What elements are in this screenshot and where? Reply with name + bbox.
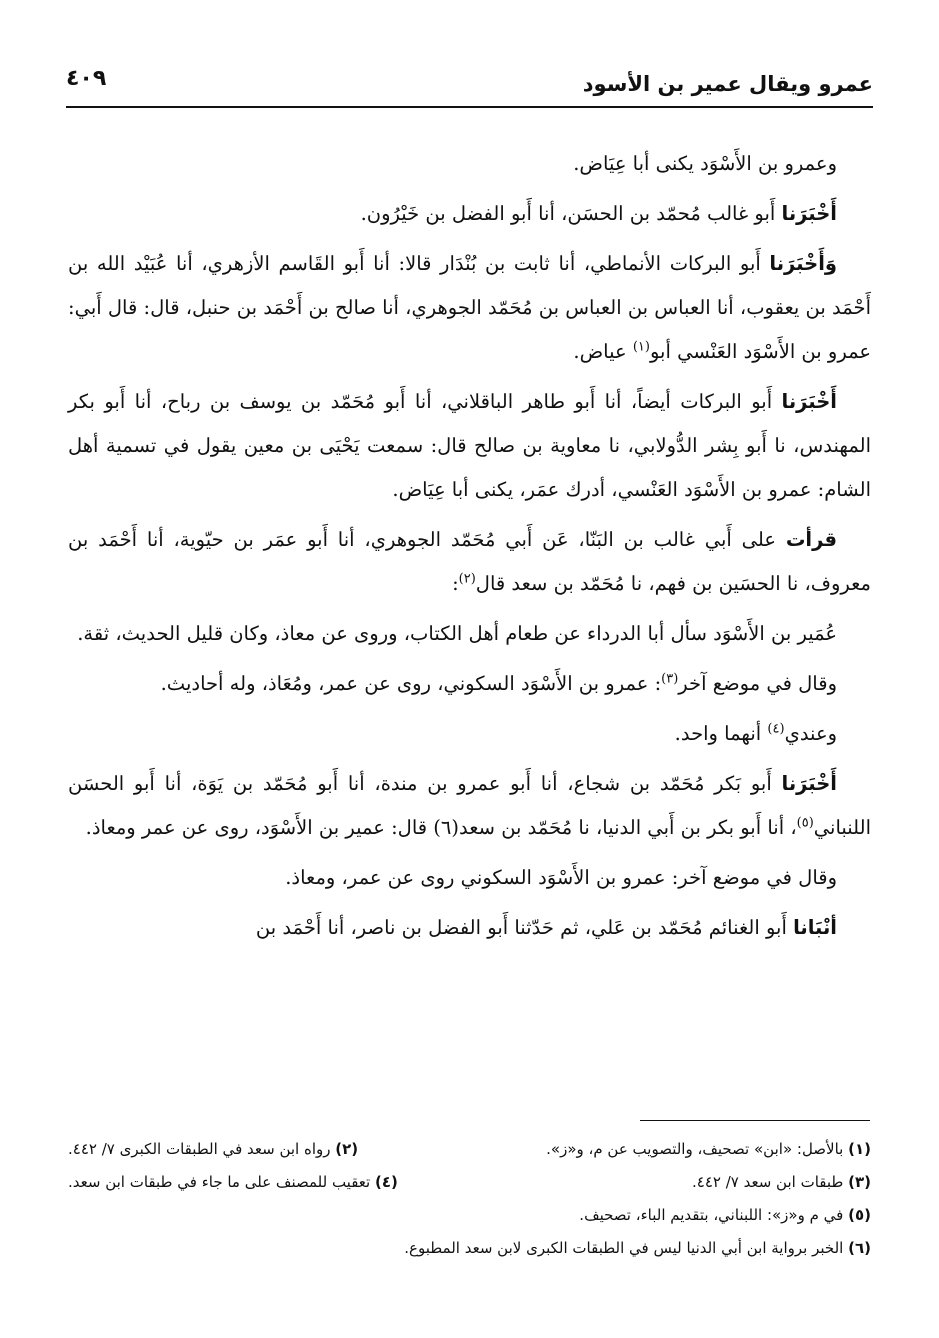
paragraph-text: وقال في موضع آخر — [678, 672, 837, 695]
footnote-row — [68, 1202, 871, 1228]
header-divider — [66, 106, 873, 108]
footnotes — [68, 1136, 871, 1268]
footnote-number: (٣) — [848, 1173, 871, 1191]
running-header — [66, 62, 873, 102]
footnote-text: في م و«ز»: اللبناني، بتقديم الباء، تصحيف. — [579, 1206, 844, 1224]
paragraph — [68, 380, 871, 512]
paragraph-tail: ، أنا أَبو بكر بن أَبي الدنيا، نا مُحَمّد بن سعد(٦) قال: عمير بن الأَسْوَد، روى عن عمر ومعاذ. — [85, 816, 797, 839]
paragraph-text: عُمَير بن الأَسْوَد سأل أبا الدرداء عن طعام أهل الكتاب، وروى عن معاذ، وكان قليل الحديث، ثقة. — [77, 622, 837, 645]
footnote — [404, 1235, 871, 1261]
footnote-divider — [640, 1120, 870, 1121]
footnote-number: (٢) — [335, 1140, 359, 1158]
paragraph — [68, 192, 871, 236]
footnote — [692, 1169, 871, 1195]
footnote-marker: (٢) — [458, 571, 476, 587]
footnote-marker: (٤) — [767, 721, 785, 737]
paragraph-lead: أَخْبَرَنا — [781, 202, 837, 225]
paragraph-text: أَبو غالب مُحمّد بن الحسَن، أنا أَبو الفضل بن خَيْرُون. — [360, 202, 782, 225]
paragraph — [68, 856, 871, 900]
footnote-text: الخبر برواية ابن أبي الدنيا ليس في الطبقات الكبرى لابن سعد المطبوع. — [404, 1239, 844, 1257]
footnote-marker: (١) — [632, 339, 650, 355]
footnote — [579, 1202, 871, 1228]
footnote-text: رواه ابن سعد في الطبقات الكبرى ٧/ ٤٤٢. — [68, 1140, 331, 1158]
footnote-text: تعقيب للمصنف على ما جاء في طبقات ابن سعد. — [68, 1173, 371, 1191]
paragraph-text: وقال في موضع آخر: عمرو بن الأَسْوَد السكوني روى عن عمر، ومعاذ. — [285, 866, 837, 889]
footnote-number: (٥) — [848, 1206, 871, 1224]
footnote-row — [68, 1235, 871, 1261]
paragraph — [68, 612, 871, 656]
paragraph-tail: أنهما واحد. — [674, 722, 768, 745]
main-text — [68, 142, 871, 956]
footnote-number: (١) — [848, 1140, 871, 1158]
footnote-row — [68, 1169, 871, 1195]
paragraph-tail: عياض. — [573, 340, 633, 363]
paragraph-text: أَبو البركات أيضاً، أنا أَبو طاهر الباقلاني، أنا أَبو مُحَمّد بن يوسف بن رباح، أنا أَبو بكر المهندس، نا أَبو بِشر الدُّولابي، نا معاوية بن صالح قال: سمعت يَحْيَى بن معين يقول في تسمية أهل الشام: عمرو بن الأَسْوَد العَنْسي، أدرك عمَر، يكنى أبا عِيَاض. — [68, 390, 871, 501]
paragraph-lead: قرأت — [785, 528, 837, 551]
paragraph — [68, 762, 871, 850]
paragraph-text: أَبو البركات الأنماطي، أنا ثابت بن بُنْدَار قالا: أنا أَبو القَاسم الأزهري، أنا عُبَيْد الله بن أَحْمَد بن يعقوب، أنا العباس بن العباس بن مُحَمّد الجوهري، أنا صالح بن أَحْمَد بن حنبل، قال: قال أَبي: عمرو بن الأَسْوَد العَنْسي أبو — [68, 252, 871, 363]
footnote-number: (٦) — [848, 1239, 871, 1257]
paragraph — [68, 906, 871, 950]
footnote-marker: (٣) — [661, 671, 679, 687]
paragraph — [68, 712, 871, 756]
paragraph-lead: أَخْبَرَنا — [781, 772, 837, 795]
paragraph — [68, 242, 871, 374]
footnote — [68, 1136, 358, 1162]
paragraph — [68, 142, 871, 186]
page-number: ٤٠٩ — [66, 66, 107, 91]
paragraph-text: أَبو الغنائم مُحَمّد بن عَلي، ثم حَدّثنا أَبو الفضل بن ناصر، أنا أَحْمَد بن — [255, 916, 794, 939]
footnote — [546, 1136, 871, 1162]
paragraph-text: وعمرو بن الأَسْوَد يكنى أبا عِيَاض. — [573, 152, 837, 175]
footnote-marker: (٥) — [796, 815, 814, 831]
paragraph-text: أَبو بَكر مُحَمّد بن شجاع، أنا أَبو عمرو بن مندة، أنا أَبو مُحَمّد بن يَوَة، أنا أَبو الحسَن اللنباني — [68, 772, 871, 839]
footnote-text: بالأصل: «ابن» تصحيف، والتصويب عن م، و«ز». — [546, 1140, 844, 1158]
paragraph-text: على أَبي غالب بن البَنّا، عَن أَبي مُحَمّد الجوهري، أنا أَبو عمَر بن حيّوية، أنا أَحْمَد بن معروف، نا الحسَين بن فهم، نا مُحَمّد بن سعد قال — [68, 528, 871, 595]
paragraph-lead: وَأَخْبَرَنا — [769, 252, 837, 275]
footnote-text: طبقات ابن سعد ٧/ ٤٤٢. — [692, 1173, 844, 1191]
paragraph — [68, 662, 871, 706]
paragraph — [68, 518, 871, 606]
footnote — [68, 1169, 398, 1195]
running-title: عمرو ويقال عمير بن الأسود — [582, 72, 873, 96]
paragraph-tail: : — [452, 572, 459, 595]
paragraph-text: وعندي — [784, 722, 837, 745]
footnote-number: (٤) — [375, 1173, 398, 1191]
paragraph-lead: أنْبَانا — [793, 916, 837, 939]
footnote-row — [68, 1136, 871, 1162]
paragraph-lead: أَخْبَرَنا — [781, 390, 837, 413]
paragraph-tail: : عمرو بن الأَسْوَد السكوني، روى عن عمر، ومُعَاذ، وله أحاديث. — [160, 672, 662, 695]
